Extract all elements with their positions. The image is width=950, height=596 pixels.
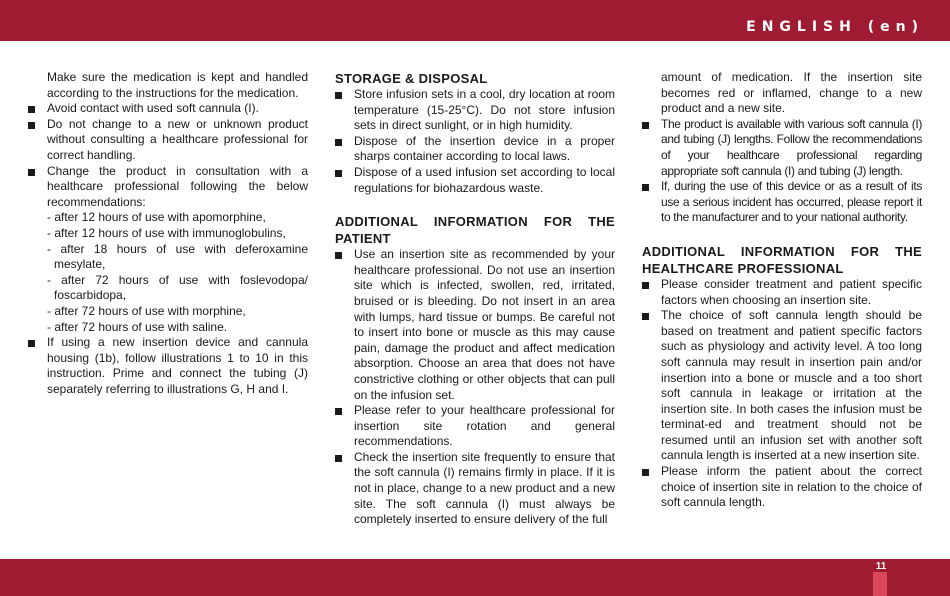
patient-info-list [335,247,615,528]
list-item: Dispose of the insertion device in a proper sharps container according to local laws. [335,134,615,165]
patient-info-heading: ADDITIONAL INFORMATION FOR THE PATIENT [335,214,615,247]
list-item: The product is available with various soft cannula (I) and tubing (J) lengths. Follow the recommendations of your healthcare professional regarding appropriate soft cannula (I) and tubing (J) length. [642,117,922,179]
list-item: Do not change to a new or unknown product without consulting a healthcare professional for correct handling. [28,117,308,164]
storage-list [335,87,615,196]
list-item: The choice of soft cannula length should be based on treatment and patient specific factors such as physiology and activity level. A too long soft cannula may result in insertion pain and/or insertion into a bone or muscle and a too short soft cannula in leakage or irritation at the insertion site. In both cases the infusion must be terminat-ed and treatment should not be resumed until an infusion set with another soft cannula length is inserted at a new insertion site. [642,308,922,464]
continuation-text: amount of medication. If the insertion site becomes red or inflamed, change to a new product and a new site. [661,70,922,116]
intro-text: Make sure the medication is kept and handled according to the instructions for the medication. [47,70,308,100]
list-item: Dispose of a used infusion set according to local regulations for biohazardous waste. [335,165,615,196]
language-label: ENGLISH (en) [746,19,924,35]
change-recommendation-sublist [47,210,308,335]
usage-list [28,101,308,397]
list-item: Please refer to your healthcare professional for insertion site rotation and general recommendations. [335,403,615,450]
sub-list-item: - after 18 hours of use with deferoxamine mesylate, [47,241,308,272]
patient-info-list-continued [642,117,922,226]
sub-list-item: - after 72 hours of use with foslevodopa/ foscarbidopa, [47,272,308,303]
sub-list-item: - after 12 hours of use with immunoglobulins, [47,225,286,240]
list-item: Avoid contact with used soft cannula (I). [28,101,308,117]
list-item: Please consider treatment and patient specific factors when choosing an insertion site. [642,277,922,308]
list-item: If, during the use of this device or as a result of its use a serious incident has occurred, please report it to the manufacturer and to your national authority. [642,179,922,226]
list-item: Please inform the patient about the correct choice of insertion site in relation to the choice of soft cannula length. [642,464,922,511]
sub-list-item: - after 72 hours of use with morphine, [47,303,246,318]
hcp-info-heading: ADDITIONAL INFORMATION FOR THE HEALTHCARE PROFESSIONAL [642,243,922,276]
column-2 [335,70,615,528]
column-3 [642,70,922,511]
list-item: If using a new insertion device and cannula housing (1b), follow illustrations 1 to 10 in this instruction. Prime and connect the tubing (J) separately referring to illustrations G, H and I. [28,335,308,397]
footer-band [0,559,950,596]
column-1 [28,70,308,397]
change-recommendation-text: Change the product in consultation with a healthcare professional following the below recommendations: [47,163,308,209]
list-item [28,164,308,336]
list-item: Store infusion sets in a cool, dry location at room temperature (15-25°C). Do not store infusion sets in direct sunlight, or in high humidity. [335,87,615,134]
header-band [0,0,950,41]
hcp-info-list [642,277,922,511]
sub-list-item: - after 12 hours of use with apomorphine, [47,210,266,225]
page-tab-marker [873,572,887,596]
storage-heading: STORAGE & DISPOSAL [335,71,488,86]
sub-list-item: - after 72 hours of use with saline. [47,319,228,334]
list-item: Use an insertion site as recommended by your healthcare professional. Do not use an insertion site which is infected, swollen, red, irritated, bruised or is bleeding. Do not insert in an area with lumps, hard tissue or bumps. Be careful not to insert into bone or muscle as this may cause pain, damage the product and affect medication absorption. Choose an area that does not have constrictive clothing or other objects that can pull on the infusion set. [335,247,615,403]
list-item: Check the insertion site frequently to ensure that the soft cannula (I) remains firmly in place. If it is not in place, change to a new product and a new site. The soft cannula (I) must always be completely inserted to ensure delivery of the full [335,450,615,528]
page-number: 11 [875,561,887,572]
